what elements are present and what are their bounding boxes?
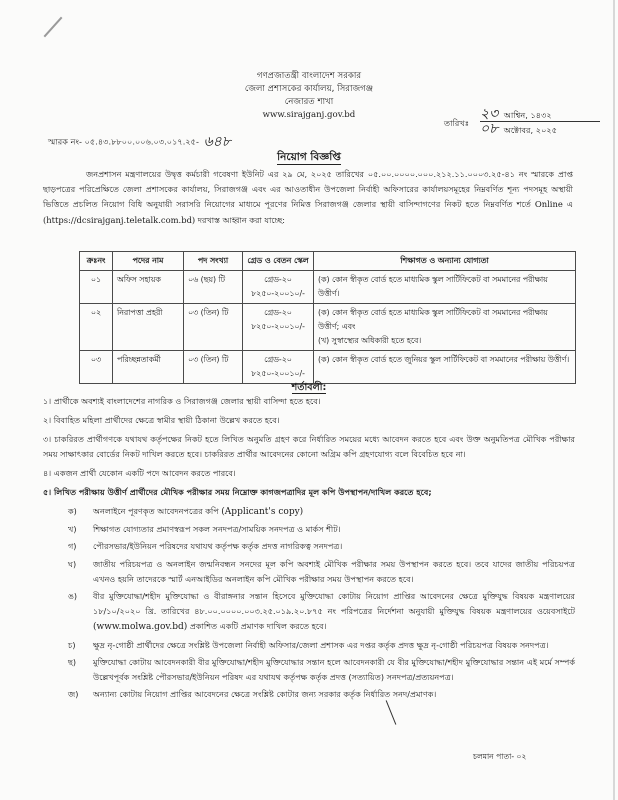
bengali-month-year: আশ্বিন, ১৪৩২	[503, 110, 552, 120]
cell-qualification: (ক) কোন স্বীকৃত বোর্ড হতে মাধ্যমিক স্কুল সার্টিফিকেট বা সমমানের পরীক্ষায় উত্তীর্ণ।	[314, 271, 576, 304]
website-link[interactable]: www.sirajganj.gov.bd	[262, 110, 356, 120]
document-item: ঘ) জাতীয় পরিচয়পত্র ও অনলাইন জন্মনিবন্ধন সনদের মূল কপি অবশ্যই মৌখিক পরীক্ষার সময় উপস্থাপন করতে হবে। তবে যাদের জাতীয় পরিচয়পত্র এখনও হয়নি তাদেরকে স্মার্ট এনআইডির অনলাইন কপি মৌখিক পরীক্ষার সময় উপস্থাপন করতে হবে।	[68, 558, 575, 584]
document-item: ছ) মুক্তিযোদ্ধা কোটায় আবেদনকারী বীর মুক্তিযোদ্ধা/শহীদ মুক্তিযোদ্ধার সন্তান হলে আবেদনকারী যে বীর মুক্তিযোদ্ধা/শহীদ মুক্তিযোদ্ধার সন্তান এই মর্মে সম্পর্ক উল্লেখপূর্বক সংশ্লিষ্ট পৌরসভার/ইউনিয়ন পরিষদ এর যথাযথ কর্তৃপক্ষ কর্তৃক প্রদত্ত (সত্যায়িত) সনদপত্র/প্রত্যয়নপত্র।	[68, 656, 575, 683]
cell-qualification: (ক) কোন স্বীকৃত বোর্ড হতে মাধ্যমিক স্কুল সার্টিফিকেট বা সমমানের পরীক্ষায় উত্তীর্ণ; এবং (খ) সুস্বাস্থ্যের অধিকারী হতে হবে।	[314, 304, 576, 351]
cell-count: ০৬ (ছয়) টি	[184, 271, 243, 304]
document-item: চ) ক্ষুদ্র নৃ-গোষ্ঠী প্রার্থীদের ক্ষেত্রে সংশ্লিষ্ট উপজেলা নির্বাহী অফিসার/জেলা প্রশাসক এর দপ্তর কর্তৃক প্রদত্ত ক্ষুদ্র নৃ-গোষ্ঠী পরিচয়পত্র বিষয়ক সনদপত্র।	[43, 638, 575, 653]
application-link[interactable]: (https://dcsirajganj.teletalk.com.bd)	[43, 214, 196, 225]
pen-mark	[44, 17, 63, 38]
bengali-date	[480, 107, 600, 122]
document-item: ঙ) বীর মুক্তিযোদ্ধা/শহীদ মুক্তিযোদ্ধা ও বীরাঙ্গনার সন্তান হিসেবে মুক্তিযোদ্ধা কোটায় নিয়োগ প্রাপ্তির আবেদনের ক্ষেত্রে মুক্তিযুদ্ধ বিষয়ক মন্ত্রণালয়ের ১৮/১০/২০২০ খ্রি. তারিখের ৪৮.০০.০০০০.০০৩.২৫.০১৯.২০.৮৭৫ নং পরিপত্রের নির্দেশনা অনুযায়ী মুক্তিযুদ্ধ বিষয়ক মন্ত্রণালয়ের ওয়েবসাইটে (www.molwa.gov.bd) প্রকাশিত একটি প্রমাণক দাখিল করতে হবে।	[68, 591, 575, 633]
cell-post: নিরাপত্তা প্রহরী	[113, 304, 184, 351]
header-count: পদ সংখ্যা	[184, 252, 243, 271]
term-item: ২। বিবাহিত মহিলা প্রার্থীদের ক্ষেত্রে স্বামীর স্থায়ী ঠিকানা উল্লেখ করতে হবে।	[43, 415, 280, 425]
item-marker: ছ)	[68, 656, 77, 667]
intro-paragraph: জনপ্রশাসন মন্ত্রণালয়ের উদ্বৃত্ত কর্মচারী গবেষণা ইউনিট এর ২৯ মে, ২০২৫ তারিখের ০৫.০০.০০০০.০০০.২১২.১১.০০০৩.২৫-৪১ নং স্মারকে প্রাপ্ত ছাড়পত্রের পরিপ্রেক্ষিতে জেলা প্রশাসকের কার্যালয়, সিরাজগঞ্জ এবং এর আওতাধীন উপজেলা নির্বাহী অফিসারের কার্যালয়সমূহের নিম্নবর্ণিত শূন্য পদসমূহ অস্থায়ী ভিত্তিতে প্রচলিত নিয়োগ বিধি অনুযায়ী সরাসরি নিয়োগের মাধ্যমে পূরণের নিমিত্ত সিরাজগঞ্জ জেলার স্থায়ী বাসিন্দাগণের নিকট হতে নিম্নবর্ণিত শর্তে Online এ (https://dcsirajganj.teletalk.com.bd) দরখাস্ত আহ্বান করা যাচ্ছে:	[43, 169, 574, 225]
table-row	[80, 304, 576, 351]
continued-page-note: চলমান পাতা- ০২	[473, 752, 527, 761]
online-word: Online	[534, 199, 563, 210]
gregorian-month-year: অক্টোবর, ২০২৫	[503, 125, 558, 135]
cell-serial: ০২	[80, 304, 113, 351]
vacancy-table	[79, 251, 576, 384]
cell-grade: গ্রেড-২০ ৮২৫০-২০০১০/-	[243, 304, 314, 351]
terms-list	[43, 394, 575, 704]
cell-qualification: (ক) কোন স্বীকৃত বোর্ড হতে জুনিয়র স্কুল সার্টিফিকেট বা সমমানের পরীক্ষায় উত্তীর্ণ।	[314, 351, 576, 384]
molwa-link[interactable]: (www.molwa.gov.bd)	[93, 622, 188, 633]
cell-grade: গ্রেড-২০ ৮২৫০-২০০১০/-	[243, 271, 314, 304]
document-item: ক) অনলাইনে পূরণকৃত আবেদনপত্রের কপি (Applicant's copy)	[43, 504, 575, 520]
term-item: ৪। একজন প্রার্থী যেকোন একটি পদে আবেদন করতে পারবে।	[43, 468, 236, 478]
memo-label: স্মারক নং-	[48, 136, 82, 147]
header-grade: গ্রেড ও বেতন স্কেল	[243, 252, 314, 271]
bengali-day: ২৩	[480, 106, 499, 122]
cell-count: ০৩ (তিন) টি	[184, 304, 243, 351]
office-name: জেলা প্রশাসকের কার্যালয়, সিরাজগঞ্জ	[244, 84, 374, 94]
item-marker: ঘ)	[68, 558, 77, 569]
cell-post: পরিচ্ছন্নতাকর্মী	[113, 351, 184, 384]
document-item: গ) পৌরসভার/ইউনিয়ন পরিষদের যথাযথ কর্তৃপক্ষ কর্তৃক প্রদত্ত নাগরিকত্ব সনদপত্র।	[43, 539, 575, 554]
memo-handwritten-suffix: ৬৪৮	[203, 134, 231, 150]
document-item: খ) শিক্ষাগত যোগ্যতার প্রমাণস্বরূপ সকল সনদপত্র/সাময়িক সনদপত্র ও মার্কস শীট।	[43, 522, 575, 537]
gregorian-date	[480, 122, 600, 136]
terms-heading: শর্তাবলী:	[291, 382, 327, 393]
cell-count: ০৩ (তিন) টি	[184, 351, 243, 384]
cell-post: অফিস সহায়ক	[113, 271, 184, 304]
item-marker: গ)	[68, 541, 77, 552]
branch-name: নেজারত শাখা	[284, 97, 334, 107]
item-marker: ক)	[68, 506, 77, 516]
date-label: তারিখঃ	[444, 118, 470, 128]
table-header-row	[80, 252, 576, 271]
memo-value: ০৫.৪৩.৮৮০০.০০৬.০৩.০১৭.২৫-	[84, 136, 199, 147]
term-item: ৩। চাকরিরত প্রার্থীগণকে যথাযথ কর্তৃপক্ষের নিকট হতে লিখিত অনুমতি গ্রহণ করে নির্ধারিত সময়ের মধ্যে আবেদন করতে হবে এবং উক্ত অনুমতিপত্র মৌখিক পরীক্ষার সময় সাক্ষাৎকার বোর্ডের নিকট দাখিল করতে হবে। চাকরিরত প্রার্থীর আবেদনের কোনো অগ্রিম কপি গ্রহণযোগ্য বলে বিবেচিত হবে না।	[43, 434, 575, 459]
header-post: পদের নাম	[113, 252, 184, 271]
item-marker: চ)	[68, 639, 76, 650]
header-qualification: শিক্ষাগত ও অন্যান্য যোগ্যতা	[314, 252, 576, 271]
table-row	[80, 271, 576, 304]
page-title: নিয়োগ বিজ্ঞপ্তি	[277, 151, 341, 163]
term-item: ১। প্রার্থীকে অবশ্যই বাংলাদেশের নাগরিক ও সিরাজগঞ্জ জেলার স্থায়ী বাসিন্দা হতে হবে।	[43, 396, 321, 406]
item-marker: খ)	[68, 524, 77, 535]
item-marker: জ)	[68, 689, 79, 700]
gregorian-day: ০৮	[480, 121, 499, 137]
cell-serial: ০৩	[80, 351, 113, 384]
table-row	[80, 351, 576, 384]
term-item-documents: ৫। লিখিত পরীক্ষায় উত্তীর্ণ প্রার্থীদের মৌখিক পরীক্ষার সময় নিম্নোক্ত কাগজপত্রাদির মূল কপি উপস্থাপন/দাখিল করতে হবে;	[43, 487, 432, 497]
cell-grade: গ্রেড-২০ ৮২৫০-২০০১০/-	[243, 351, 314, 384]
government-name: গণপ্রজাতন্ত্রী বাংলাদেশ সরকার	[256, 71, 362, 81]
item-marker: ঙ)	[68, 591, 78, 602]
cell-serial: ০১	[80, 271, 113, 304]
document-item: জ) অন্যান্য কোটায় নিয়োগ প্রাপ্তির আবেদনের ক্ষেত্রে সংশ্লিষ্ট কোটার জন্য সরকার কর্তৃক নির্ধারিত সনদ/প্রমাণক।	[43, 687, 575, 702]
header-serial: ক্রঃনং	[80, 252, 113, 271]
